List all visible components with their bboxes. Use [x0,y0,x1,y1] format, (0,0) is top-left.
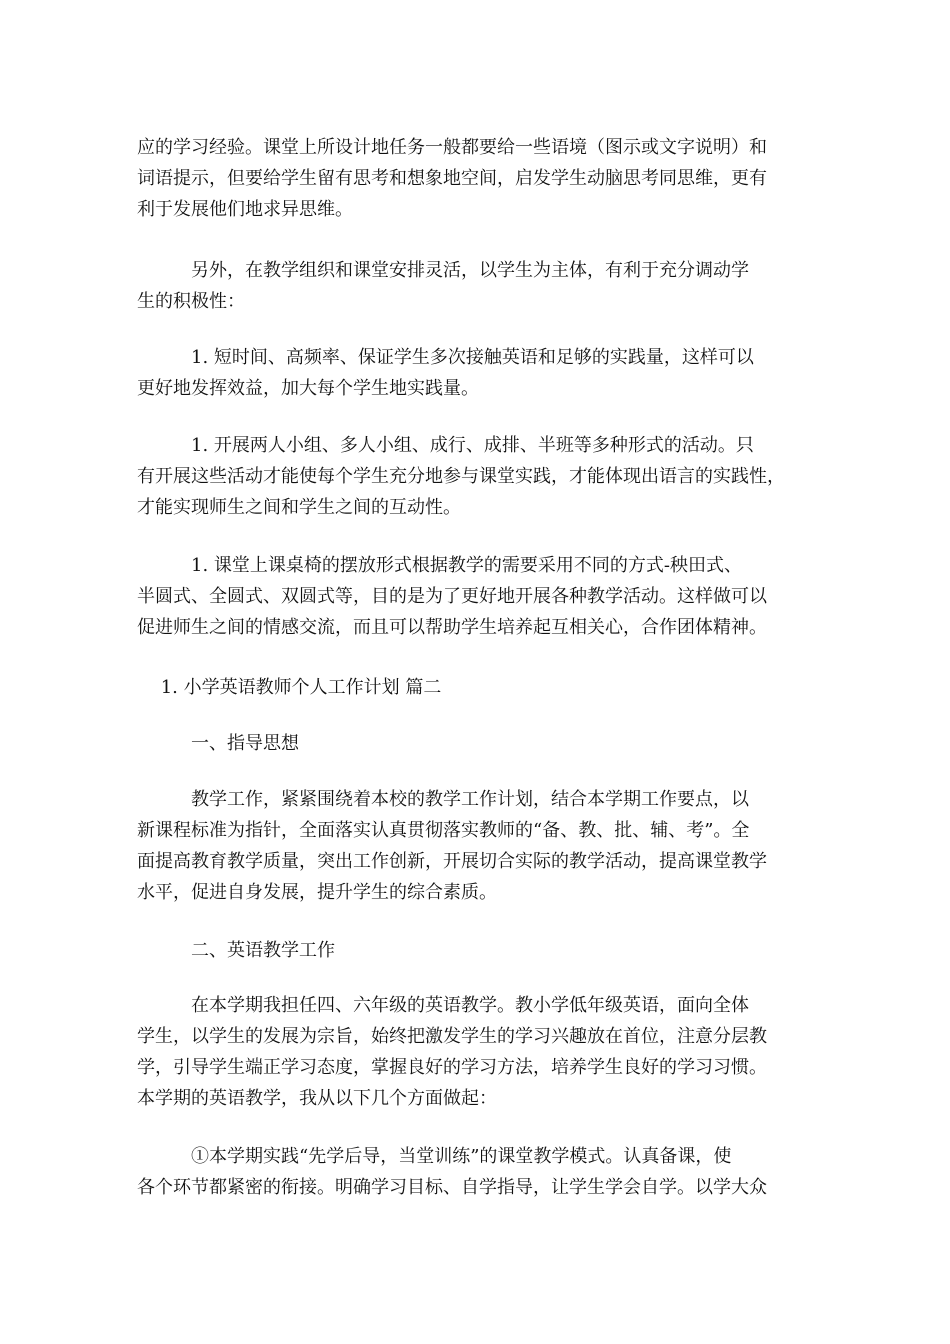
paragraph-4 [137,430,817,523]
text-line: 利于发展他们地求异思维。 [137,199,353,220]
text-line: 1. 开展两人小组、多人小组、成行、成排、半班等多种形式的活动。只 [137,435,754,456]
paragraph-2 [137,255,817,317]
text-line: 面提高教育教学质量，突出工作创新，开展切合实际的教学活动，提高课堂教学 [137,851,767,872]
text-line: 各个环节都紧密的衔接。明确学习目标、自学指导，让学生学会自学。以学大众 [137,1177,767,1198]
text-line: 生的积极性： [137,291,245,312]
text-line: 应的学习经验。课堂上所设计地任务一般都要给一些语境（图示或文字说明）和 [137,137,767,158]
text-line: 1. 短时间、高频率、保证学生多次接触英语和足够的实践量，这样可以 [137,347,754,368]
text-line: 有开展这些活动才能使每个学生充分地参与课堂实践，才能体现出语言的实践性， [137,466,785,487]
text-line: 水平，促进自身发展，提升学生的综合素质。 [137,882,497,903]
text-line: 词语提示，但要给学生留有思考和想象地空间，启发学生动脑思考同思维，更有 [137,168,767,189]
paragraph-11 [137,1141,817,1203]
paragraph-10 [137,990,817,1114]
paragraph-1 [137,132,817,225]
text-line: 教学工作，紧紧围绕着本校的教学工作计划，结合本学期工作要点，以 [137,789,749,810]
text-line: 本学期的英语教学，我从以下几个方面做起： [137,1088,497,1109]
text-line: 在本学期我担任四、六年级的英语教学。教小学低年级英语，面向全体 [137,995,749,1016]
text-line: 1. 课堂上课桌椅的摆放形式根据教学的需要采用不同的方式-秧田式、 [137,555,742,576]
text-line: 才能实现师生之间和学生之间的互动性。 [137,497,461,518]
section-heading-part-two [137,672,817,703]
section-heading-english-teaching [137,935,817,966]
text-line: 学生，以学生的发展为宗旨，始终把激发学生的学习兴趣放在首位，注意分层教 [137,1026,767,1047]
paragraph-8 [137,784,817,908]
text-line: 一、指导思想 [137,733,299,754]
text-line: 新课程标准为指针，全面落实认真贯彻落实教师的“备、教、批、辅、考”。全 [137,820,750,841]
text-line: 另外，在教学组织和课堂安排灵活，以学生为主体，有利于充分调动学 [137,260,749,281]
text-line: ①本学期实践“先学后导，当堂训练”的课堂教学模式。认真备课，使 [137,1146,732,1167]
paragraph-3 [137,342,817,404]
paragraph-5 [137,550,817,643]
text-line: 促进师生之间的情感交流，而且可以帮助学生培养起互相关心，合作团体精神。 [137,617,767,638]
text-line: 半圆式、全圆式、双圆式等，目的是为了更好地开展各种教学活动。这样做可以 [137,586,767,607]
text-line: 更好地发挥效益，加大每个学生地实践量。 [137,378,479,399]
text-line: 学，引导学生端正学习态度，掌握良好的学习方法，培养学生良好的学习习惯。 [137,1057,767,1078]
text-line: 二、英语教学工作 [137,940,335,961]
section-heading-guiding-thought [137,728,817,759]
text-line: 1. 小学英语教师个人工作计划 篇二 [137,677,442,698]
